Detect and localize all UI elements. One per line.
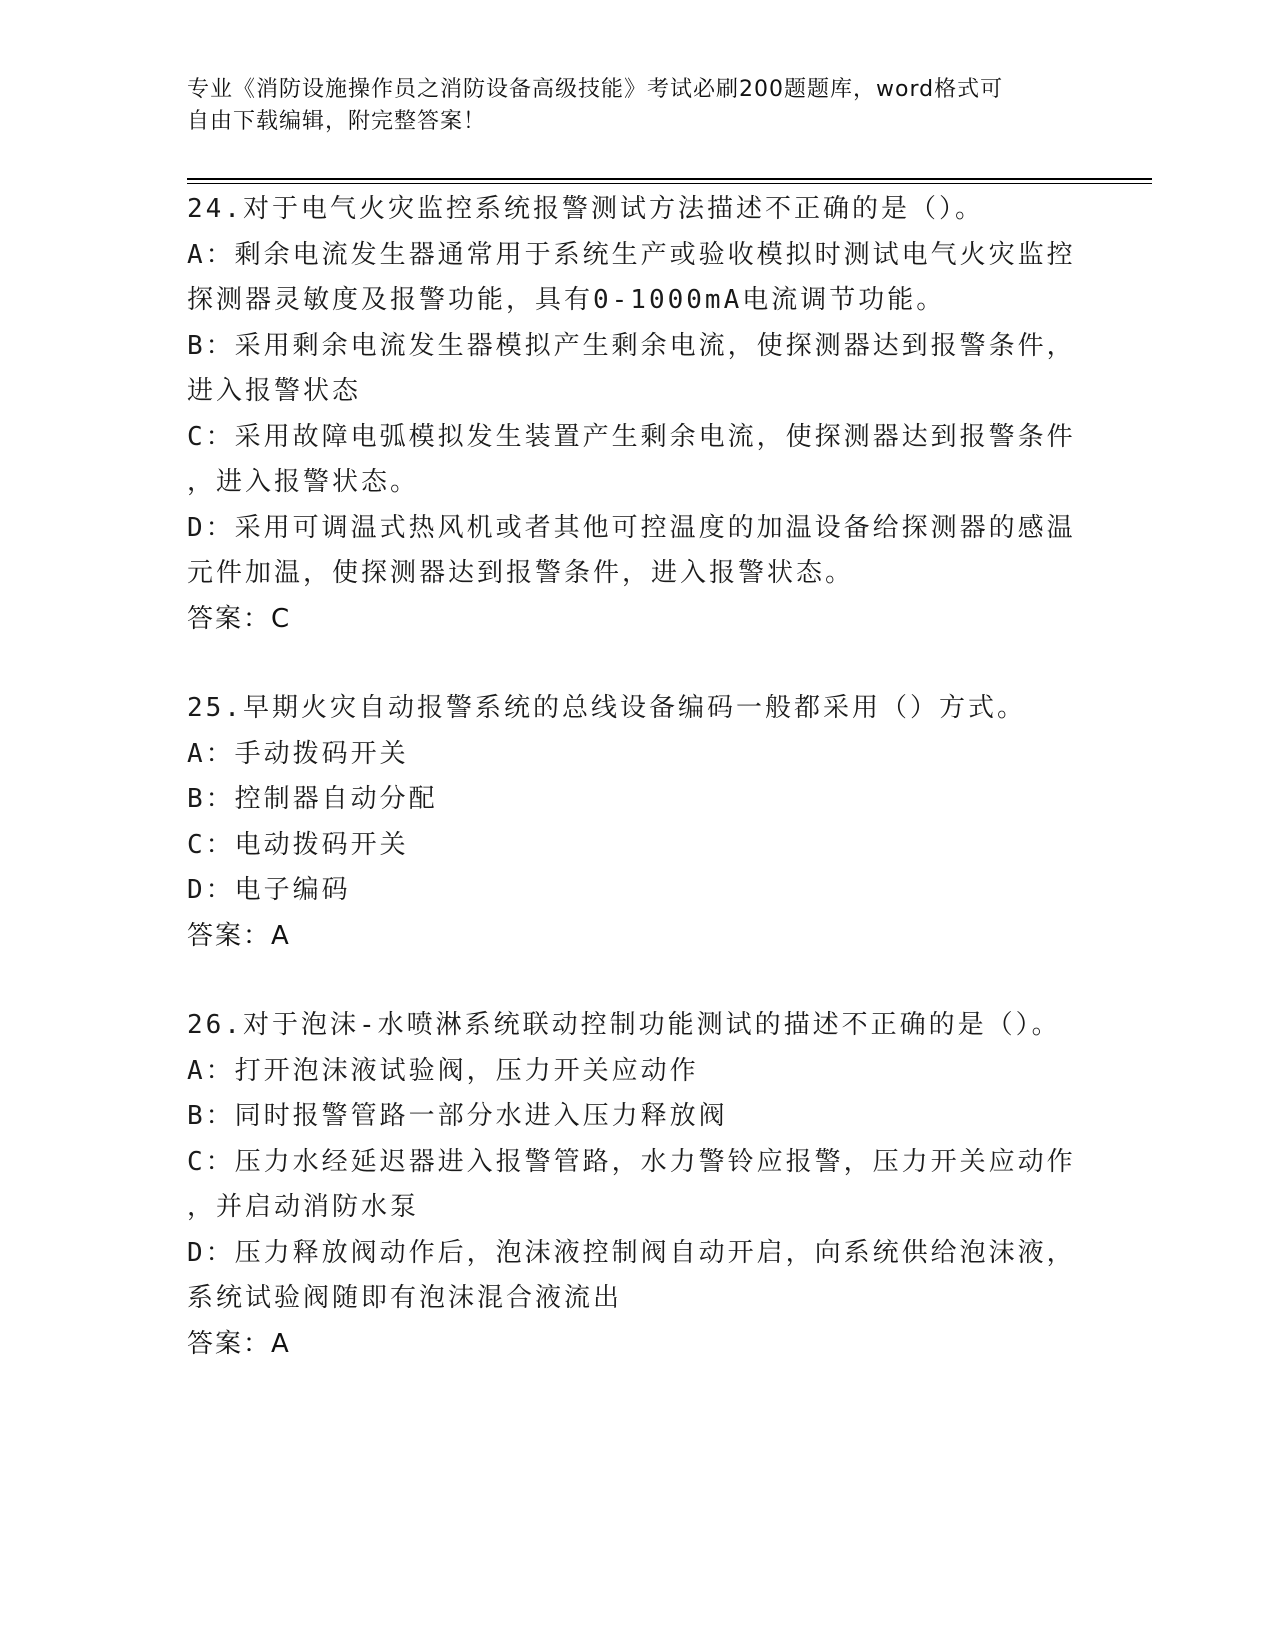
option-d-continued: 系统试验阀随即有泡沫混合液流出 bbox=[187, 1283, 623, 1313]
option-d: D：采用可调温式热风机或者其他可控温度的加温设备给探测器的感温 bbox=[187, 512, 1076, 543]
option-b: B：同时报警管路一部分水进入压力释放阀 bbox=[187, 1101, 728, 1131]
option-c-continued: ，并启动消防水泵 bbox=[187, 1192, 420, 1222]
option-b-continued: 进入报警状态 bbox=[187, 376, 362, 406]
answer-line: 答案：A bbox=[187, 920, 291, 951]
option-a: A：打开泡沫液试验阀，压力开关应动作 bbox=[187, 1055, 699, 1086]
question-25 bbox=[187, 686, 1087, 959]
option-c: C：采用故障电弧模拟发生装置产生剩余电流，使探测器达到报警条件 bbox=[187, 421, 1076, 452]
option-b: B：控制器自动分配 bbox=[187, 784, 438, 814]
option-a: A：剩余电流发生器通常用于系统生产或验收模拟时测试电气火灾监控 bbox=[187, 239, 1076, 270]
option-b: B：采用剩余电流发生器模拟产生剩余电流，使探测器达到报警条件， bbox=[187, 330, 1076, 361]
question-stem: 26.对于泡沫-水喷淋系统联动控制功能测试的描述不正确的是（）。 bbox=[187, 1010, 1061, 1040]
answer-line: 答案：C bbox=[187, 603, 292, 634]
question-26 bbox=[187, 1003, 1087, 1367]
header-divider-thick bbox=[187, 178, 1152, 180]
header-divider-thin bbox=[187, 183, 1152, 184]
option-c-continued: ，进入报警状态。 bbox=[187, 467, 420, 497]
header-line-2: 自由下载编辑，附完整答案！ bbox=[187, 109, 487, 134]
document-header bbox=[187, 74, 1067, 138]
header-line-1: 专业《消防设施操作员之消防设备高级技能》考试必刷200题题库，word格式可 bbox=[187, 77, 1004, 102]
option-d-continued: 元件加温，使探测器达到报警条件，进入报警状态。 bbox=[187, 558, 855, 588]
option-a-continued: 探测器灵敏度及报警功能，具有0-1000mA电流调节功能。 bbox=[187, 285, 946, 315]
option-a: A：手动拨码开关 bbox=[187, 738, 409, 769]
question-list bbox=[187, 187, 1087, 1367]
option-d: D：电子编码 bbox=[187, 875, 351, 905]
question-stem: 24.对于电气火灾监控系统报警测试方法描述不正确的是（）。 bbox=[187, 194, 984, 224]
question-24 bbox=[187, 187, 1087, 642]
question-stem: 25.早期火灾自动报警系统的总线设备编码一般都采用（）方式。 bbox=[187, 693, 1026, 723]
answer-line: 答案：A bbox=[187, 1328, 291, 1359]
option-d: D：压力释放阀动作后，泡沫液控制阀自动开启，向系统供给泡沫液， bbox=[187, 1237, 1076, 1268]
option-c: C：电动拨码开关 bbox=[187, 829, 409, 860]
option-c: C：压力水经延迟器进入报警管路，水力警铃应报警，压力开关应动作 bbox=[187, 1146, 1076, 1177]
